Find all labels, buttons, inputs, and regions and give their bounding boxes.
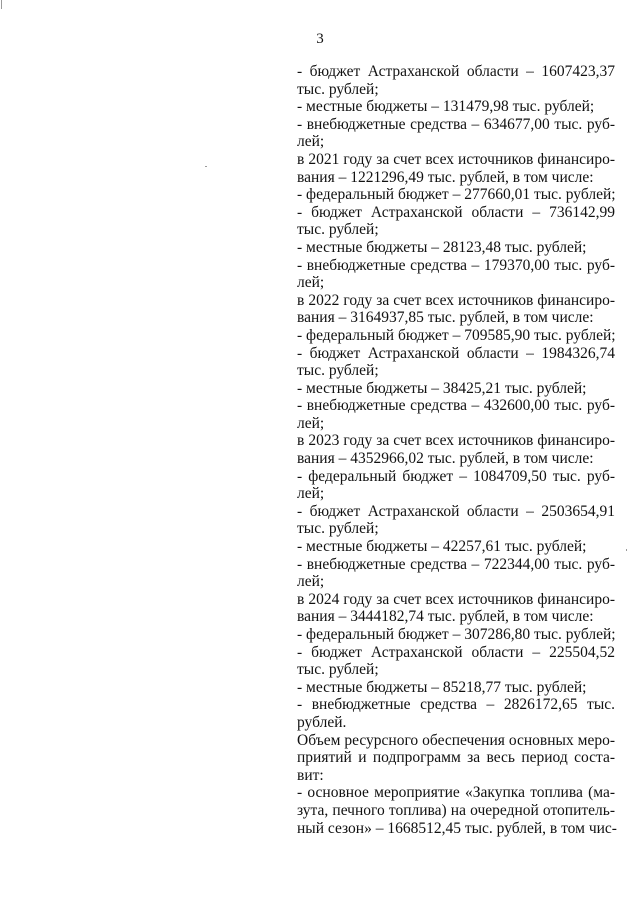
text-line: - бюджет Астраханской области – 736142,99 — [297, 203, 615, 221]
text-line: в 2024 году за счет всех источников финансиро- — [297, 590, 615, 608]
text-line: рублей. — [297, 713, 347, 731]
text-line: - местные бюджеты – 28123,48 тыс. рублей; — [297, 238, 587, 256]
text-line: тыс. рублей; — [297, 221, 379, 239]
text-line: лей; — [297, 573, 325, 591]
text-line: - внебюджетные средства – 179370,00 тыс. руб- — [297, 256, 615, 274]
text-line: вания – 3444182,74 тыс. рублей, в том числе: — [297, 608, 594, 626]
text-line: - федеральный бюджет – 709585,90 тыс. рублей; — [297, 326, 616, 344]
text-line: приятий и подпрограмм за весь период соста- — [297, 749, 615, 767]
text-line: - местные бюджеты – 42257,61 тыс. рублей; — [297, 538, 587, 556]
text-line: - местные бюджеты – 85218,77 тыс. рублей; — [297, 678, 587, 696]
text-line: - бюджет Астраханской области – 1607423,37 — [297, 63, 615, 80]
text-line: лей; — [297, 133, 325, 151]
text-line: лей; — [297, 485, 325, 503]
text-line: зута, печного топлива) на очередной отопитель- — [297, 801, 615, 819]
text-line: - основное мероприятие «Закупка топлива (ма- — [297, 784, 615, 802]
text-line: - федеральный бюджет – 277660,01 тыс. рублей; — [297, 186, 616, 204]
text-line: в 2021 году за счет всех источников финансиро- — [297, 150, 615, 168]
text-line: - внебюджетные средства – 432600,00 тыс. руб- — [297, 397, 615, 415]
scan-artifact-mark — [1, 0, 2, 9]
text-line: - местные бюджеты – 38425,21 тыс. рублей; — [297, 379, 587, 397]
text-line: - местные бюджеты – 131479,98 тыс. рублей; — [297, 98, 595, 116]
text-line: в 2023 году за счет всех источников финансиро- — [297, 432, 615, 450]
text-line: - бюджет Астраханской области – 225504,52 — [297, 643, 615, 661]
text-line: тыс. рублей; — [297, 661, 379, 679]
text-line: - федеральный бюджет – 1084709,50 тыс. руб- — [297, 467, 615, 485]
text-line: лей; — [297, 274, 325, 292]
text-line: - внебюджетные средства – 722344,00 тыс. руб- — [297, 555, 615, 573]
text-line: вания – 4352966,02 тыс. рублей, в том числе: — [297, 450, 594, 468]
scan-artifact-mark — [205, 166, 207, 167]
text-line: - бюджет Астраханской области – 2503654,91 — [297, 502, 615, 520]
text-line: - бюджет Астраханской области – 1984326,74 — [297, 344, 615, 362]
text-line: тыс. рублей; — [297, 362, 379, 380]
page-number: 3 — [316, 31, 324, 47]
text-line: ный сезон» – 1668512,45 тыс. рублей, в том чис- — [297, 819, 617, 837]
text-line: тыс. рублей; — [297, 80, 379, 98]
text-line: вания – 1221296,49 тыс. рублей, в том числе: — [297, 168, 594, 186]
text-line: - внебюджетные средства – 634677,00 тыс. руб- — [297, 115, 615, 133]
text-line: - внебюджетные средства – 2826172,65 тыс. — [297, 696, 615, 714]
text-line: - федеральный бюджет – 307286,80 тыс. рублей; — [297, 626, 616, 643]
text-line: вит: — [297, 766, 324, 784]
scan-artifact-mark — [626, 549, 627, 551]
text-line: лей; — [297, 414, 325, 432]
text-line: тыс. рублей; — [297, 520, 379, 538]
text-line: вания – 3164937,85 тыс. рублей, в том числе: — [297, 309, 594, 327]
text-line: в 2022 году за счет всех источников финансиро- — [297, 291, 615, 309]
document-body-text — [297, 63, 615, 837]
text-line: Объем ресурсного обеспечения основных меро- — [297, 731, 615, 749]
